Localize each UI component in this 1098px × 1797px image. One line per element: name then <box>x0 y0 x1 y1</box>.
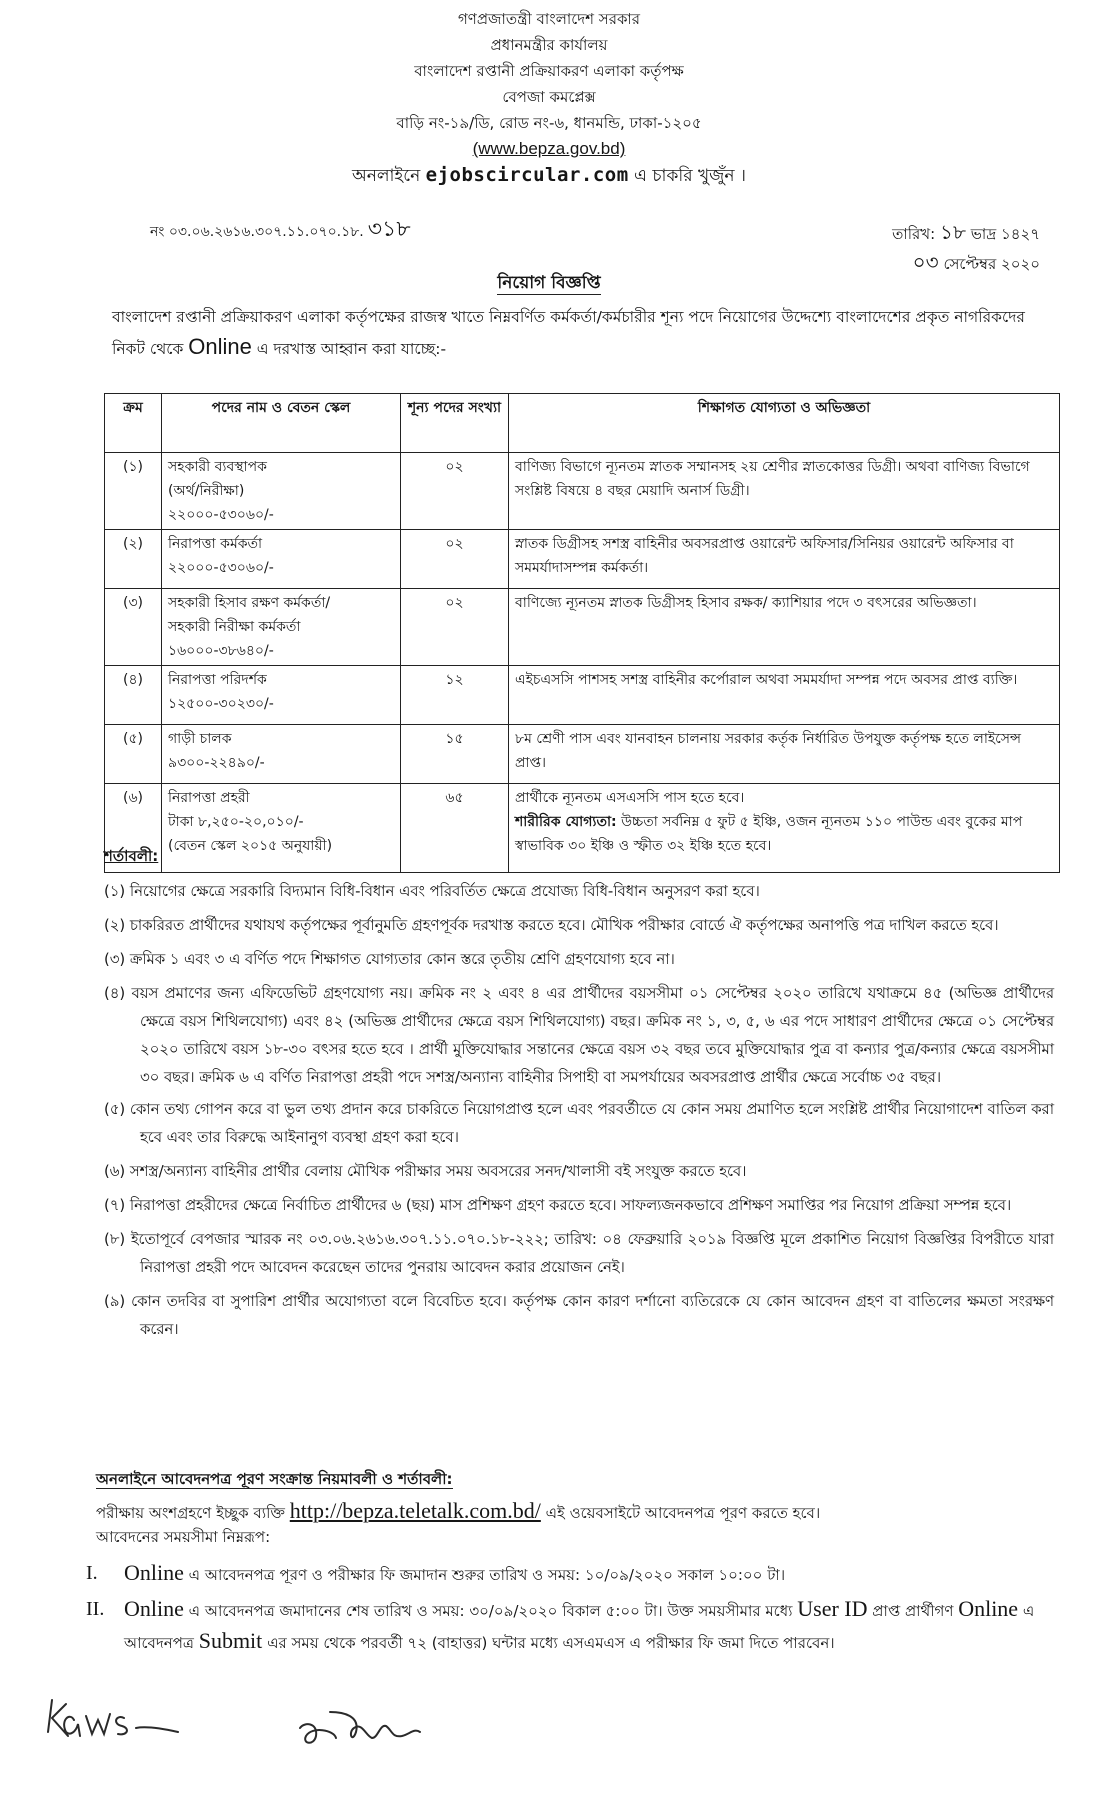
condition-item: (৩) ক্রমিক ১ এবং ৩ এ বর্ণিত পদে শিক্ষাগত যোগ্যতার কোন স্তরে তৃতীয় শ্রেণি গ্রহণযোগ্য হবে না। <box>104 951 675 968</box>
signature-area <box>0 1692 1098 1762</box>
condition-item: (৬) সশস্ত্র/অন্যান্য বাহিনীর প্রার্থীর বেলায় মৌখিক পরীক্ষার সময় অবসরের সনদ/খালাসী বই সংযুক্ত করতে হবে। <box>104 1163 747 1180</box>
table-row: (৪) নিরাপত্তা পরিদর্শক ১২৫০০-৩০২৩০/- ১২ এইচএসসি পাশসহ সশস্ত্র বাহিনীর কর্পোরাল অথবা সমমর্যাদা সম্পন্ন পদে অবসর প্রাপ্ত ব্যক্তি। <box>105 666 1060 725</box>
condition-item: (৫) কোন তথ্য গোপন করে বা ভুল তথ্য প্রদান করে চাকরিতে নিয়োগপ্রাপ্ত হলে এবং পরবর্তীতে যে কোন সময় প্রমাণিত হলে সংশ্লিষ্ট প্রার্থীর নিয়োগাদেশ বাতিল করা হবে এবং তার বিরুদ্ধে আইনানুগ ব্যবস্থা গ্রহণ করা হবে। <box>104 1101 1054 1146</box>
online-apply-instruction: পরীক্ষায় অংশগ্রহণে ইচ্ছুক ব্যক্তি http://bepza.teletalk.com.bd/ এই ওয়েবসাইটে আবেদনপত্র পূরণ করতে হবে। <box>96 1498 821 1523</box>
government-name: গণপ্রজাতন্ত্রী বাংলাদেশ সরকার <box>457 10 641 28</box>
memo-number: নং ০৩.০৬.২৬১৬.৩০৭.১১.০৭০.১৮. ৩১৮ <box>150 217 411 242</box>
online-watermark: অনলাইনে ejobscircular.com এ চাকরি খুজুঁন । <box>351 164 747 186</box>
list-item: II. Online এ আবেদনপত্র জমাদানের শেষ তারিখ ও সময়: ৩০/০৯/২০২০ বিকাল ৫:০০ টা। উক্ত সময়সীমার মধ্যে User ID প্রাপ্ত প্রার্থীগণ Online এ আবেদনপত্র Submit এর সময় থেকে পরবর্তী ৭২ (বাহাত্তর) ঘন্টার মধ্যে এসএমএস এ পরীক্ষার ফি জমা দিতে পারবেন। <box>86 1596 1035 1653</box>
condition-item: (২) চাকরিরত প্রার্থীদের যথাযথ কর্তৃপক্ষের পূর্বানুমতি গ্রহণপূর্বক দরখাস্ত করতে হবে। মৌখিক পরীক্ষার বোর্ডে ঐ কর্তৃপক্ষের অনাপত্তি পত্র দাখিল করতে হবে। <box>104 917 999 934</box>
table-row: (৫) গাড়ী চালক ৯৩০০-২২৪৯০/- ১৫ ৮ম শ্রেণী পাস এবং যানবাহন চালনায় সরকার কর্তৃক নির্ধারিত উপযুক্ত কর্তৃপক্ষ হতে লাইসেন্স প্রাপ্ত। <box>105 725 1060 784</box>
conditions-list <box>104 878 1054 1350</box>
condition-item: (১) নিয়োগের ক্ষেত্রে সরকারি বিদ্যমান বিধি-বিধান এবং পরিবর্তিত ক্ষেত্রে প্রযোজ্য বিধি-বিধান অনুসরণ করা হবে। <box>104 883 760 900</box>
condition-item: (৪) বয়স প্রমাণের জন্য এফিডেভিট গ্রহণযোগ্য নয়। ক্রমিক নং ২ এবং ৪ এর প্রার্থীদের বয়সসীমা ০১ সেপ্টেম্বর ২০২০ তারিখে যথাক্রমে ৪৫ (অভিজ্ঞ প্রার্থীদের ক্ষেত্রে বয়স শিথিলযোগ্য) এবং ৪২ (অভিজ্ঞ প্রার্থীদের ক্ষেত্রে বয়স শিথিলযোগ্য) বছর। ক্রমিক নং ১, ৩, ৫, ৬ এর পদে সাধারণ প্রার্থীদের ক্ষেত্রে ০১ সেপ্টেম্বর ২০২০ তারিখে বয়স ১৮-৩০ বৎসর হতে হবে । প্রার্থী মুক্তিযোদ্ধার সন্তানের ক্ষেত্রে বয়স ৩২ বছর তবে মুক্তিযোদ্ধার পুত্র বা কন্যার পুত্র/কন্যার ক্ষেত্রে বয়সসীমা ৩০ বছর। ক্রমিক ৬ এ বর্ণিত নিরাপত্তা প্রহরী পদে সশস্ত্র/অন্যান্য বাহিনীর সিপাহী বা সমপর্যায়ের অবসরপ্রাপ্ত প্রার্থীর ক্ষেত্রে সর্বোচ্চ ৩৫ বছর। <box>104 985 1054 1086</box>
complex-name: বেপজা কমপ্লেক্স <box>502 88 596 106</box>
col-vacancy: শূন্য পদের সংখ্যা <box>401 394 509 453</box>
col-post-scale: পদের নাম ও বেতন স্কেল <box>162 394 401 453</box>
intro-paragraph: বাংলাদেশ রপ্তানী প্রক্রিয়াকরণ এলাকা কর্তৃপক্ষের রাজস্ব খাতে নিম্নবর্ণিত কর্মকর্তা/কর্মচারীর শূন্য পদে নিয়োগের উদ্দেশ্যে বাংলাদেশের প্রকৃত নাগরিকদের নিকট থেকে Online এ দরখাস্ত আহ্বান করা যাচ্ছে:- <box>112 308 1025 359</box>
issue-date: তারিখ: ১৮ ভাদ্র ১৪২৭ ০৩ সেপ্টেম্বর ২০২০ <box>892 220 1040 274</box>
authority-name: বাংলাদেশ রপ্তানী প্রক্রিয়াকরণ এলাকা কর্তৃপক্ষ <box>414 62 684 80</box>
table-header-row <box>105 394 1060 453</box>
vacancy-table <box>104 393 1060 873</box>
application-website-link[interactable]: http://bepza.teletalk.com.bd/ <box>289 1498 541 1523</box>
memo-handwritten-number: ৩১৮ <box>367 217 411 242</box>
table-row: (১) সহকারী ব্যবস্থাপক (অর্থ/নিরীক্ষা) ২২০০০-৫৩০৬০/- ০২ বাণিজ্য বিভাগে ন্যূনতম স্নাতক সম্মানসহ ২য় শ্রেণীর স্নাতকোত্তর ডিগ্রী। অথবা বাণিজ্য বিভাগে সংশ্লিষ্ট বিষয়ে ৪ বছর মেয়াদি অনার্স ডিগ্রী। <box>105 453 1060 530</box>
deadline-list <box>86 1558 1056 1662</box>
col-serial: ক্রম <box>105 394 162 453</box>
watermark-brand: ejobscircular.com <box>425 164 629 186</box>
condition-item: (৭) নিরাপত্তা প্রহরীদের ক্ষেত্রে নির্বাচিত প্রার্থীদের ৬ (ছয়) মাস প্রশিক্ষণ গ্রহণ করতে হবে। সাফল্যজনকভাবে প্রশিক্ষণ সমাপ্তির পর নিয়োগ প্রক্রিয়া সম্পন্ন হবে। <box>104 1197 1012 1214</box>
condition-item: (৯) কোন তদবির বা সুপারিশ প্রার্থীর অযোগ্যতা বলে বিবেচিত হবে। কর্তৃপক্ষ কোন কারণ দর্শানো ব্যতিরেকে যে কোন আবেদন গ্রহণ বা বাতিলের ক্ষমতা সংরক্ষণ করেন। <box>104 1293 1054 1338</box>
table-row: (২) নিরাপত্তা কর্মকর্তা ২২০০০-৫৩০৬০/- ০২ স্নাতক ডিগ্রীসহ সশস্ত্র বাহিনীর অবসরপ্রাপ্ত ওয়ারেন্ট অফিসার/সিনিয়র ওয়ারেন্ট অফিসার বা সমমর্যাদাসম্পন্ন কর্মকর্তা। <box>105 530 1060 589</box>
address: বাড়ি নং-১৯/ডি, রোড নং-৬, ধানমন্ডি, ঢাকা-১২০৫ <box>396 114 702 132</box>
page-title: নিয়োগ বিজ্ঞপ্তি <box>497 273 601 293</box>
table-row: (৩) সহকারী হিসাব রক্ষণ কর্মকর্তা/ সহকারী নিরীক্ষা কর্মকর্তা ১৬০০০-৩৮৬৪০/- ০২ বাণিজ্যে ন্যূনতম স্নাতক ডিগ্রীসহ হিসাব রক্ষক/ ক্যাশিয়ার পদে ৩ বৎসরের অভিজ্ঞতা। <box>105 589 1060 666</box>
center-signature <box>300 1712 420 1743</box>
conditions-title: শর্তাবলী: <box>104 847 159 865</box>
online-rules-title: অনলাইনে আবেদনপত্র পূরণ সংক্রান্ত নিয়মাবলী ও শর্তাবলী: <box>96 1470 453 1488</box>
deadline-intro: আবেদনের সময়সীমা নিম্নরূপ: <box>96 1528 271 1546</box>
list-item: I. Online এ আবেদনপত্র পূরণ ও পরীক্ষার ফি জমাদান শুরুর তারিখ ও সময়: ১০/০৯/২০২০ সকাল ১০:০০ টা। <box>86 1560 786 1585</box>
table-row: (৬) নিরাপত্তা প্রহরী টাকা ৮,২৫০-২০,০১০/- (বেতন স্কেল ২০১৫ অনুযায়ী) ৬৫ প্রার্থীকে ন্যূনতম এসএসসি পাস হতে হবে। শারীরিক যোগ্যতা: উচ্চতা সর্বনিম্ন ৫ ফুট ৫ ইঞ্চি, ওজন ন্যূনতম ১১০ পাউন্ড এবং বুকের মাপ স্বাভাবিক ৩০ ইঞ্চি ও স্ফীত ৩২ ইঞ্চি হতে হবে। <box>105 784 1060 873</box>
signature-icon <box>0 1692 1098 1762</box>
letterhead <box>0 6 1098 189</box>
website-link[interactable]: (www.bepza.gov.bd) <box>472 139 626 158</box>
left-signature <box>48 1700 178 1736</box>
col-qualification: শিক্ষাগত যোগ্যতা ও অভিজ্ঞতা <box>509 394 1060 453</box>
condition-item: (৮) ইতোপূর্বে বেপজার স্মারক নং ০৩.০৬.২৬১৬.৩০৭.১১.০৭০.১৮-২২২; তারিখ: ০৪ ফেব্রুয়ারি ২০১৯ বিজ্ঞপ্তি মূলে প্রকাশিত নিয়োগ বিজ্ঞপ্তির বিপরীতে যারা নিরাপত্তা প্রহরী পদে আবেদন করেছেন তাদের পুনরায় আবেদন করার প্রয়োজন নেই। <box>104 1231 1054 1276</box>
office-name: প্রধানমন্ত্রীর কার্যালয় <box>490 36 608 54</box>
